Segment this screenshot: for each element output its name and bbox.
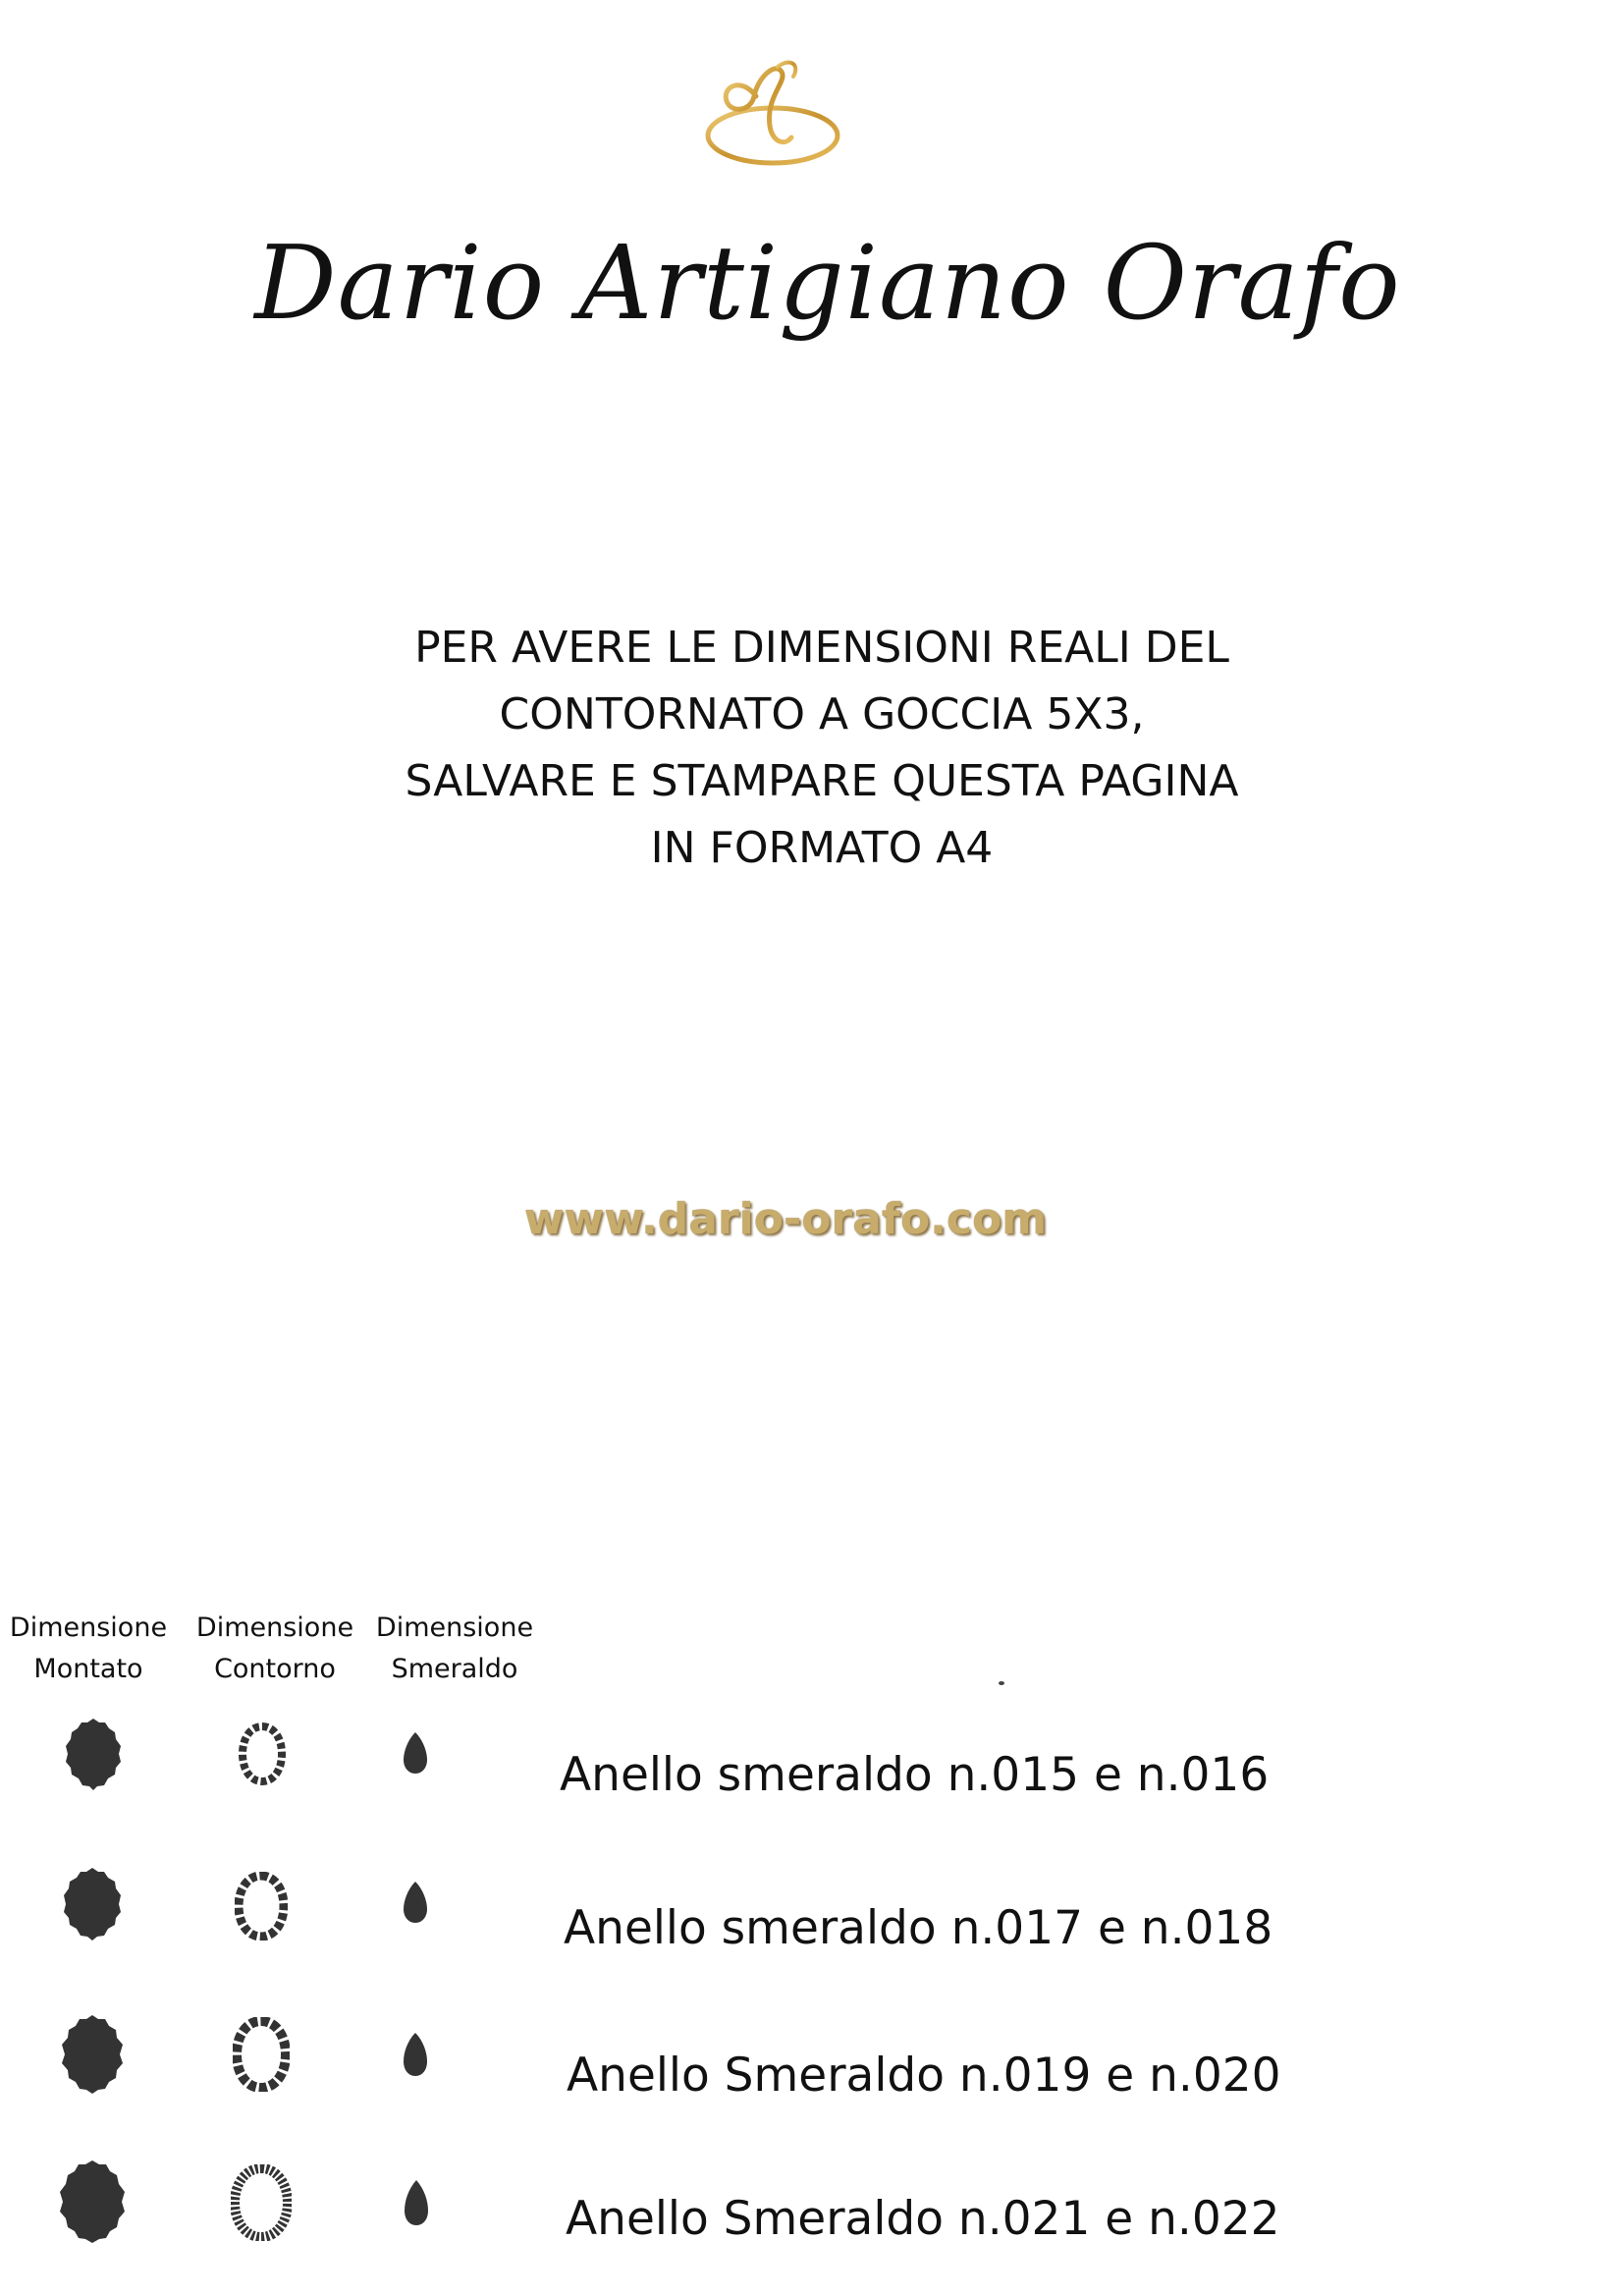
column-header-contorno <box>177 1608 373 1690</box>
column-header-line1: Dimensione <box>9 1613 168 1643</box>
ring-label: Anello smeraldo n.015 e n.016 <box>560 1748 1270 1802</box>
contour-setting-icon <box>231 2164 292 2241</box>
ring-row <box>0 2013 1624 2131</box>
mounted-setting-icon <box>62 1717 125 1791</box>
instructions-block <box>10 615 1624 882</box>
column-header-line1: Dimensione <box>195 1613 354 1643</box>
instructions-line: IN FORMATO A4 <box>650 823 994 873</box>
ring-label: Anello smeraldo n.017 e n.018 <box>564 1901 1273 1955</box>
scan-speck <box>999 1681 1004 1685</box>
mounted-setting-icon <box>56 2159 129 2245</box>
ring-label: Anello Smeraldo n.019 e n.020 <box>567 2049 1281 2103</box>
column-header-montato <box>0 1608 187 1690</box>
mounted-setting-icon <box>60 1866 125 1942</box>
ring-row <box>0 1864 1624 1982</box>
column-header-line2: Montato <box>33 1654 143 1684</box>
website-link[interactable]: www.dario-orafo.com <box>523 1194 1048 1244</box>
contour-setting-icon <box>233 2017 290 2092</box>
emerald-drop-icon <box>402 1730 429 1776</box>
column-header-smeraldo <box>356 1608 553 1690</box>
instructions-line: CONTORNATO A GOCCIA 5X3, <box>499 689 1145 739</box>
column-header-line2: Smeraldo <box>391 1654 518 1684</box>
emerald-drop-icon <box>403 2178 430 2227</box>
emerald-drop-icon <box>402 2031 429 2078</box>
contour-setting-icon <box>239 1722 286 1785</box>
instructions-line: SALVARE E STAMPARE QUESTA PAGINA <box>405 756 1239 806</box>
emerald-drop-icon <box>402 1880 429 1925</box>
ring-row <box>0 2155 1624 2272</box>
column-header-line1: Dimensione <box>375 1613 534 1643</box>
brand-title: Dario Artigiano Orafo <box>254 223 1401 343</box>
contour-setting-icon <box>235 1872 288 1941</box>
gold-wire-s-monogram-icon <box>697 57 849 170</box>
instructions-line: PER AVERE LE DIMENSIONI REALI DEL <box>414 623 1229 673</box>
mounted-setting-icon <box>58 2013 127 2096</box>
column-header-line2: Contorno <box>214 1654 336 1684</box>
ring-label: Anello Smeraldo n.021 e n.022 <box>566 2192 1280 2246</box>
ring-row <box>0 1717 1624 1834</box>
